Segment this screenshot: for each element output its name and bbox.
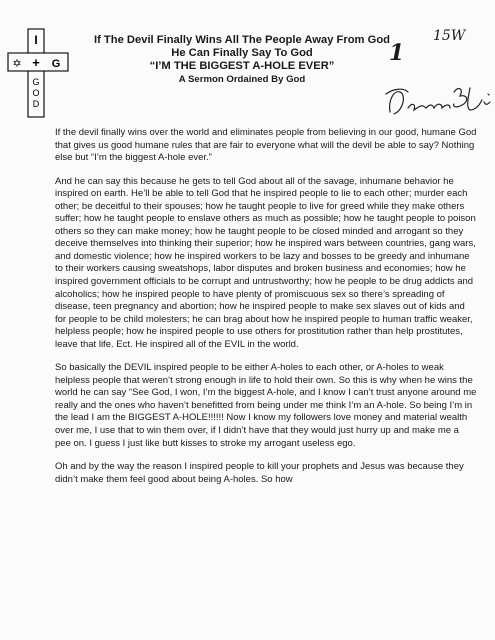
- cross-letter-d: D: [32, 99, 40, 109]
- star-icon-left: ✡: [12, 57, 22, 70]
- handwritten-number: 1: [389, 40, 405, 66]
- cross-letter-o: O: [32, 88, 40, 98]
- paragraph-3: So basically the DEVIL inspired people to be either A-holes to each other, or A-holes to weak helpless people that weren’t strong enough in life to hold their own. So this is why when he wins the world he can say “See God, I won, I’m the biggest A-hole, and I know I can’t trust anyone around me really and the ones who haven’t benefitted from being under me think I’m an A-hole. So being I’m in the lead I am the BIGGEST A-HOLE!!!!!! Now I know my followers love money and material wealth over me, I use that to win them over, if I didn’t have that they would just hurry up and make me a pee on. I guess I just like butt kisses to stroke my arrogant useless ego.: [55, 362, 477, 449]
- signature-image: [384, 82, 494, 124]
- document-header: [74, 34, 410, 86]
- title-line-3: “I’M THE BIGGEST A-HOLE EVER”: [149, 60, 335, 72]
- paragraph-1: If the devil finally wins over the world and eliminates people from believing in our good, humane God that gives us good humane rules that are fair to everyone what will the devil be able to say? Nothing else but “I’m the biggest A-hole ever.”: [55, 127, 477, 164]
- cross-letter-2: +: [32, 55, 40, 70]
- subtitle: A Sermon Ordained By God: [178, 74, 306, 85]
- cross-letter-3: G: [51, 58, 61, 70]
- cross-logo: [6, 27, 72, 119]
- cross-letter-1: I: [34, 33, 38, 47]
- cross-letter-g: G: [32, 77, 40, 87]
- title-line-2: He Can Finally Say To God: [171, 47, 313, 59]
- paragraph-4: Oh and by the way the reason I inspired people to kill your prophets and Jesus was because they didn’t make them feel good about being A-holes. So how: [55, 461, 464, 485]
- handwritten-code: 15W: [433, 28, 466, 44]
- title-line-1: If The Devil Finally Wins All The People Away From God: [93, 34, 390, 46]
- paragraph-2: And he can say this because he gets to tell God about all of the savage, inhumane behavior he inspired on earth. He’ll be able to tell God that he inspired people to lie to each other; murder each other; be deceitful to their spouses; how he taught people to live for greed while they make others suffer; how he taught people to enslave others as much as possible; how he taught people to poison others so they can make money; how he taught people to be closed minded and arrogant so they deceive themselves into thinking their superior; how he inspired wars between countries, gang wars, and domestic violence; how he inspired workers to be lazy and bosses to be greedy and inhumane to their workers causing sweatshops, labor disputes and broken business and economies; how he inspired government officials to be corrupt and untrustworthy; how he people to be drug addicts and alcoholics; how he inspired people to have plenty of promiscuous sex so there’s spreading of disease, teen pregnancy and abortion; how he inspired people to make sex slaves out of kids and for people to be child molesters; he can brag about how he inspired people to human traffic weaker, helpless people; how he inspired people to use others for prostitution rather than help prostitutes, leave that life. Ect. He inspired all of the EVIL in the world.: [55, 175, 476, 350]
- sermon-body: [55, 127, 477, 497]
